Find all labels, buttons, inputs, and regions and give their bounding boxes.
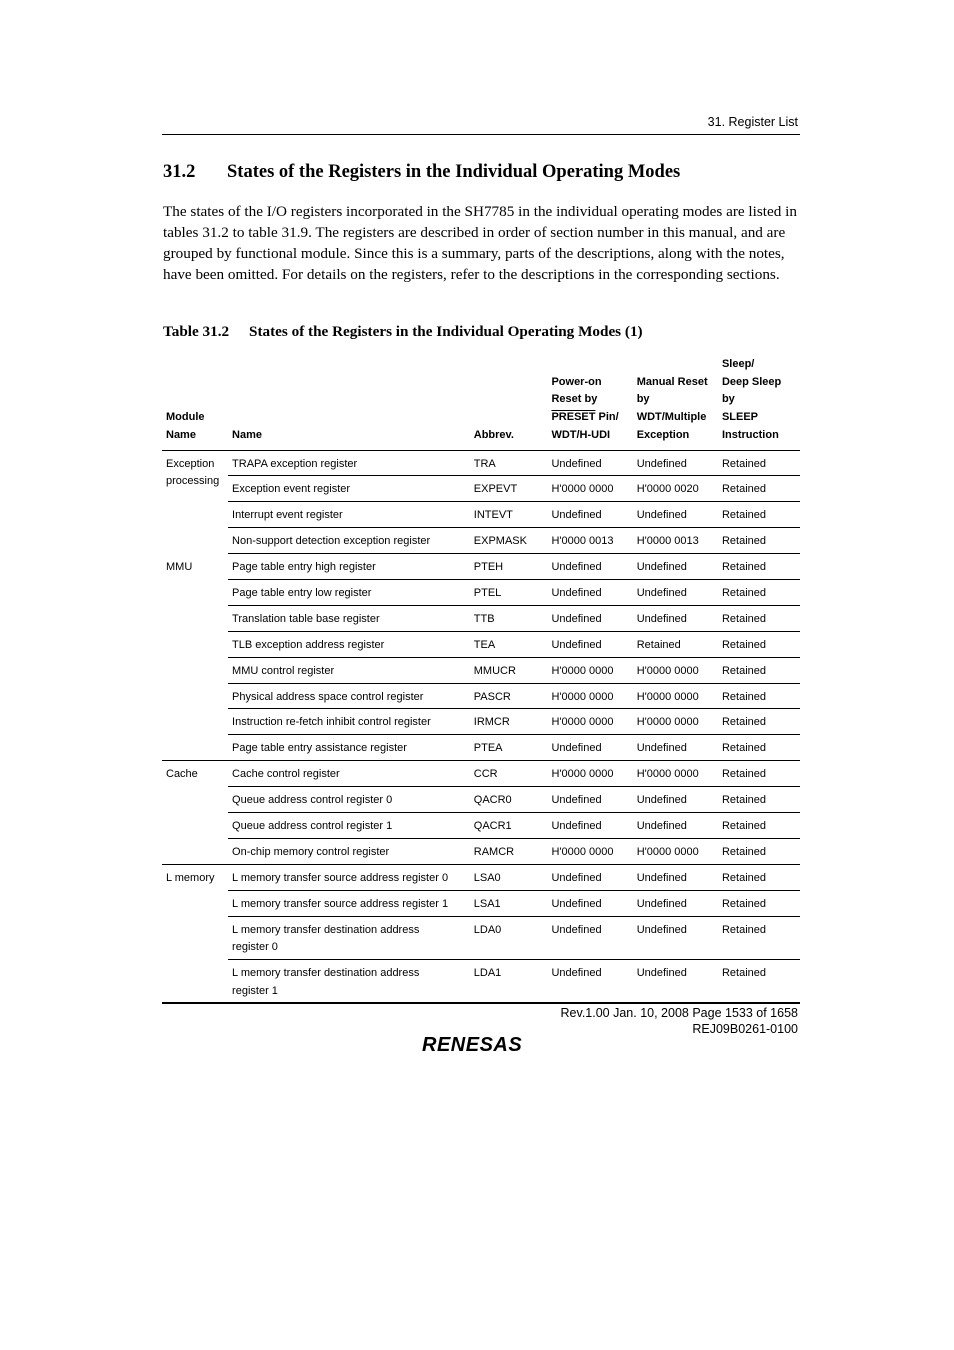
cell-text: WDT/Multiple <box>636 411 707 424</box>
table-cell: Retained <box>718 657 800 683</box>
renesas-logo-text: RENESAS <box>422 1034 523 1056</box>
table-cell: H'0000 0020 <box>633 476 718 502</box>
cell-text: Cache <box>166 768 198 781</box>
revision-info: Rev.1.00 Jan. 10, 2008 Page 1533 of 1658 <box>560 1006 798 1020</box>
table-cell: QACR1 <box>470 812 548 838</box>
table-cell: Undefined <box>633 787 718 813</box>
table-row <box>162 683 800 709</box>
table-cell: Exception event register <box>228 476 470 502</box>
page-footer <box>561 1005 798 1037</box>
table-cell: LDA1 <box>470 960 548 1004</box>
table-cell: Undefined <box>633 579 718 605</box>
table-cell: Instruction re-fetch inhibit control register <box>228 709 470 735</box>
table-cell: L memory transfer source address register 0 <box>228 864 470 890</box>
table-row <box>162 450 800 476</box>
table-cell: Retained <box>718 864 800 890</box>
table-cell: Undefined <box>633 916 718 960</box>
table-cell: H'0000 0000 <box>547 683 632 709</box>
cell-text: register 1 <box>232 984 278 997</box>
table-cell: CCR <box>470 761 548 787</box>
table-row <box>162 812 800 838</box>
table-cell: Retained <box>718 528 800 554</box>
table-cell: On-chip memory control register <box>228 838 470 864</box>
table-cell: H'0000 0000 <box>633 683 718 709</box>
table-cell: Undefined <box>547 960 632 1004</box>
table-cell: H'0000 0000 <box>633 838 718 864</box>
table-cell: Undefined <box>547 450 632 476</box>
table-cell: TEA <box>470 631 548 657</box>
table-cell: Page table entry low register <box>228 579 470 605</box>
header-sleep <box>718 356 800 450</box>
header-manual-reset <box>633 356 718 450</box>
header-rule <box>162 134 800 135</box>
table-cell: Undefined <box>547 502 632 528</box>
table-cell: Retained <box>718 890 800 916</box>
table-cell: PTEL <box>470 579 548 605</box>
table-cell: H'0000 0000 <box>633 657 718 683</box>
table-row <box>162 960 800 1004</box>
table-row <box>162 554 800 580</box>
table-cell: TRA <box>470 450 548 476</box>
table-cell: Physical address space control register <box>228 683 470 709</box>
table-row <box>162 502 800 528</box>
cell-text: Deep Sleep by <box>721 375 782 406</box>
table-cell: PTEA <box>470 735 548 761</box>
table-cell: Retained <box>718 812 800 838</box>
table-row <box>162 735 800 761</box>
cell-text: register 0 <box>232 941 278 954</box>
table-cell: Undefined <box>633 864 718 890</box>
intro-paragraph: The states of the I/O registers incorporated in the SH7785 in the individual operating modes are listed in tables 31.2 to table 31.9. The registers are described in order of section number in this manual, and are grouped by functional module. Since this is a summary, parts of the descriptions, along with the notes, have been omitted. For details on the registers, refer to the descriptions in the corresponding sections. <box>163 203 797 283</box>
table-cell: Retained <box>718 502 800 528</box>
table-row <box>162 761 800 787</box>
header-module <box>162 356 228 450</box>
table-cell: PASCR <box>470 683 548 709</box>
table-cell: Undefined <box>633 960 718 1004</box>
cell-text: L memory <box>166 871 215 884</box>
module-cell <box>162 864 228 1003</box>
renesas-logo <box>420 1030 542 1056</box>
table-cell: H'0000 0000 <box>547 657 632 683</box>
cell-text: Instruction <box>721 428 779 441</box>
section-number: 31.2 <box>163 162 196 182</box>
table-cell: Undefined <box>547 812 632 838</box>
table-cell: Retained <box>718 554 800 580</box>
table-cell: Retained <box>633 631 718 657</box>
table-cell: Undefined <box>633 605 718 631</box>
table-cell: H'0000 0013 <box>633 528 718 554</box>
table-cell: Undefined <box>547 916 632 960</box>
table-cell: Undefined <box>547 787 632 813</box>
header-power-on-reset <box>547 356 632 450</box>
document-code: REJ09B0261-0100 <box>692 1022 798 1036</box>
table-cell: Interrupt event register <box>228 502 470 528</box>
table-row <box>162 631 800 657</box>
table-cell: MMU control register <box>228 657 470 683</box>
table-cell: LSA1 <box>470 890 548 916</box>
table-cell: LDA0 <box>470 916 548 960</box>
table-cell: Undefined <box>547 890 632 916</box>
register-states-table <box>162 356 800 1004</box>
table-cell: EXPMASK <box>470 528 548 554</box>
table-cell: H'0000 0000 <box>547 838 632 864</box>
table-cell: Retained <box>718 916 800 960</box>
table-cell: Retained <box>718 450 800 476</box>
module-cell <box>162 761 228 865</box>
table-cell: Retained <box>718 709 800 735</box>
table-cell: Non-support detection exception register <box>228 528 470 554</box>
cell-text: Pin/ <box>595 411 619 424</box>
cell-text: PRESET <box>551 411 596 424</box>
table-cell: H'0000 0000 <box>547 476 632 502</box>
table-cell: Queue address control register 0 <box>228 787 470 813</box>
table-cell: Retained <box>718 787 800 813</box>
cell-text: Reset by <box>551 393 598 406</box>
table-cell: Retained <box>718 605 800 631</box>
cell-text: SLEEP <box>721 411 759 424</box>
table-row <box>162 709 800 735</box>
running-header: 31. Register List <box>707 115 798 129</box>
table-cell: Retained <box>718 838 800 864</box>
table-row <box>162 605 800 631</box>
table-cell: Undefined <box>547 864 632 890</box>
table-cell: INTEVT <box>470 502 548 528</box>
table-row <box>162 787 800 813</box>
table-cell: PTEH <box>470 554 548 580</box>
table-cell: Retained <box>718 761 800 787</box>
table-cell: Retained <box>718 631 800 657</box>
table-cell: Undefined <box>633 502 718 528</box>
table-cell: H'0000 0013 <box>547 528 632 554</box>
cell-text: Name <box>166 428 196 441</box>
cell-text: WDT/H-UDI <box>551 428 611 441</box>
table-cell <box>228 916 470 960</box>
table-row <box>162 838 800 864</box>
cell-text: MMU <box>166 560 193 573</box>
table-cell: Retained <box>718 476 800 502</box>
header-name: Name <box>228 356 470 450</box>
cell-text: Power-on <box>551 375 602 388</box>
table-cell: H'0000 0000 <box>547 709 632 735</box>
table-header-row <box>162 356 800 450</box>
table-row <box>162 916 800 960</box>
table-cell: L memory transfer source address register 1 <box>228 890 470 916</box>
table-cell: Retained <box>718 579 800 605</box>
table-row <box>162 890 800 916</box>
table-cell: Page table entry assistance register <box>228 735 470 761</box>
table-row <box>162 657 800 683</box>
table-cell: TRAPA exception register <box>228 450 470 476</box>
cell-text: Exception <box>166 457 215 470</box>
table-row <box>162 864 800 890</box>
cell-text: Manual Reset <box>636 375 708 388</box>
table-cell: Undefined <box>633 554 718 580</box>
table-cell: H'0000 0000 <box>547 761 632 787</box>
table-cell <box>228 960 470 1004</box>
table-caption <box>163 323 643 341</box>
table-cell: Undefined <box>547 579 632 605</box>
cell-text: L memory transfer destination address <box>232 923 420 936</box>
table-cell: H'0000 0000 <box>633 709 718 735</box>
table-row <box>162 476 800 502</box>
table-cell: Undefined <box>547 605 632 631</box>
table-cell: Queue address control register 1 <box>228 812 470 838</box>
table-cell: Undefined <box>547 631 632 657</box>
table-row <box>162 528 800 554</box>
footer-rule <box>162 1002 800 1003</box>
table-cell: MMUCR <box>470 657 548 683</box>
table-cell: Undefined <box>547 735 632 761</box>
table-cell: TLB exception address register <box>228 631 470 657</box>
module-cell <box>162 554 228 761</box>
cell-text: Module <box>166 411 205 424</box>
cell-text: processing <box>166 475 220 488</box>
section-title <box>163 162 680 183</box>
table-cell: Undefined <box>633 735 718 761</box>
table-cell: Undefined <box>547 554 632 580</box>
table-cell: Cache control register <box>228 761 470 787</box>
table-cell: Translation table base register <box>228 605 470 631</box>
table-cell: H'0000 0000 <box>633 761 718 787</box>
table-cell: RAMCR <box>470 838 548 864</box>
section-title-text: States of the Registers in the Individual Operating Modes <box>227 162 681 182</box>
table-cell: Page table entry high register <box>228 554 470 580</box>
header-abbrev: Abbrev. <box>470 356 548 450</box>
table-cell: Undefined <box>633 812 718 838</box>
cell-text: L memory transfer destination address <box>232 967 420 980</box>
table-cell: Retained <box>718 735 800 761</box>
table-cell: Undefined <box>633 890 718 916</box>
table-cell: Undefined <box>633 450 718 476</box>
table-cell: LSA0 <box>470 864 548 890</box>
table-row <box>162 579 800 605</box>
table-cell: Retained <box>718 683 800 709</box>
table-caption-number: Table 31.2 <box>163 323 230 340</box>
table-cell: QACR0 <box>470 787 548 813</box>
module-cell <box>162 450 228 554</box>
cell-text: by <box>636 393 650 406</box>
table-cell: Retained <box>718 960 800 1004</box>
table-caption-title: States of the Registers in the Individual Operating Modes (1) <box>249 323 643 340</box>
cell-text: Sleep/ <box>721 358 755 370</box>
table-cell: IRMCR <box>470 709 548 735</box>
cell-text: Exception <box>636 428 690 441</box>
table-cell: EXPEVT <box>470 476 548 502</box>
table-cell: TTB <box>470 605 548 631</box>
